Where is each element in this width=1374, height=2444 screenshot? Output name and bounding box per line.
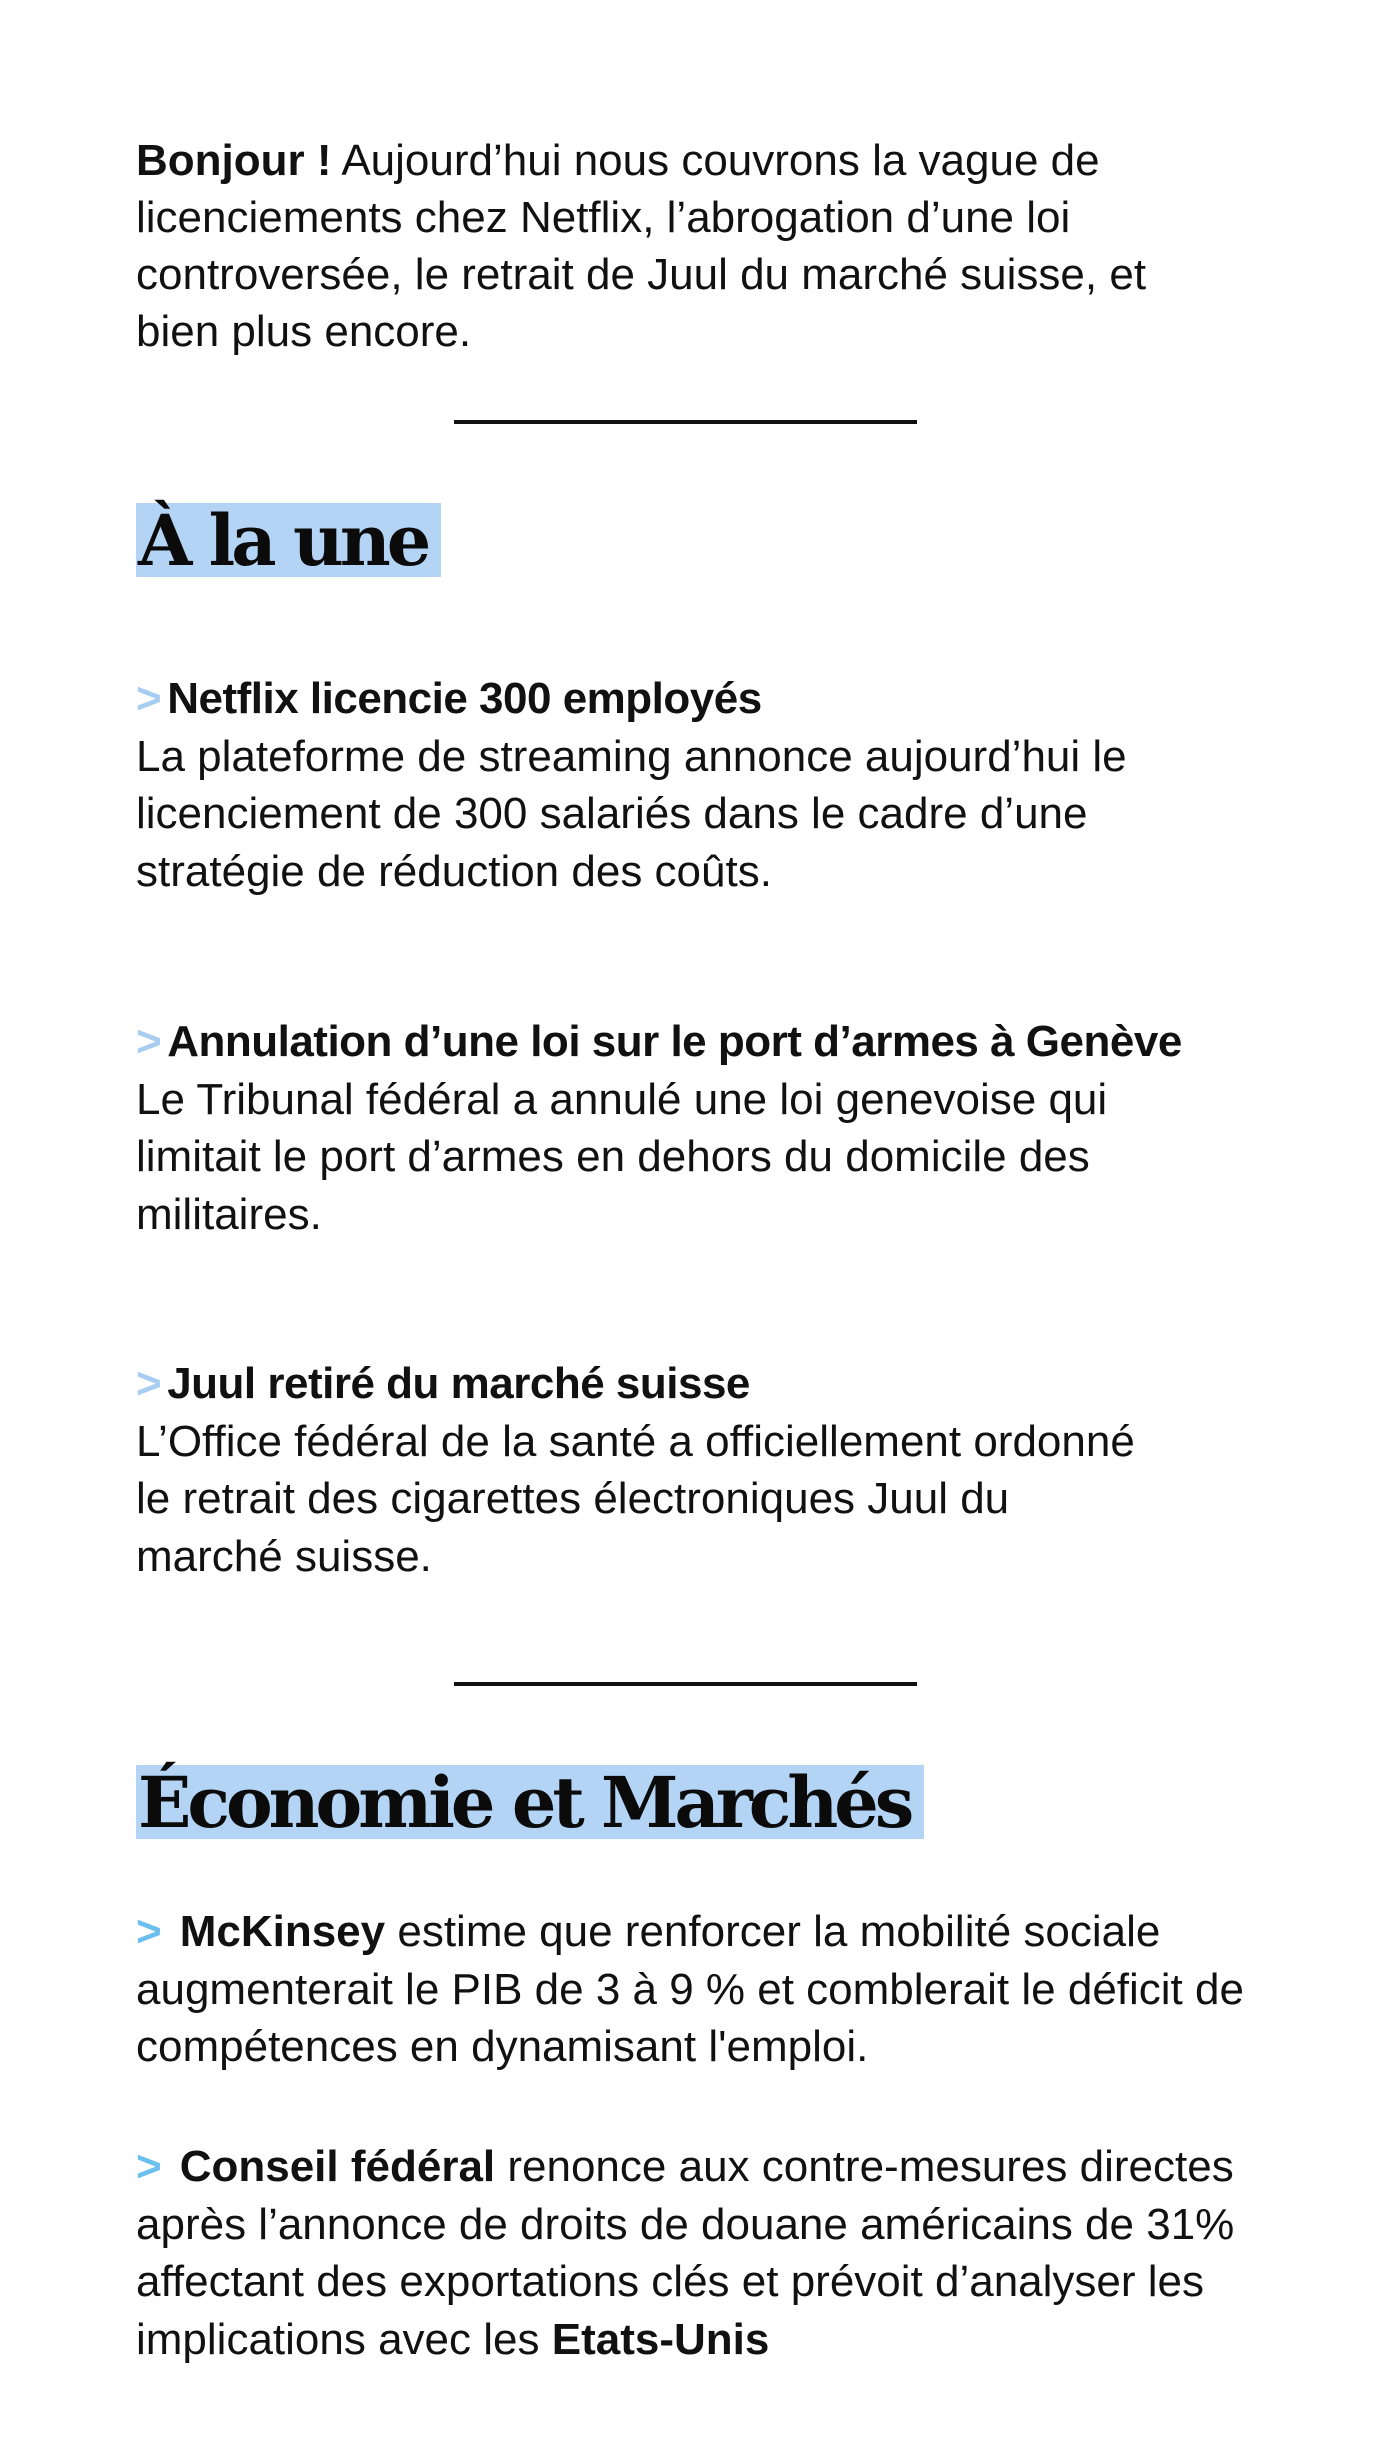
chevron-right-icon: > [136,674,162,723]
chevron-right-icon: > [136,2142,162,2191]
section-title-economy: Économie et Marchés [136,1765,924,1839]
story-item [136,1013,1316,1243]
story-headline-text: Juul retiré du marché suisse [167,1359,750,1408]
story-item [136,670,1316,900]
intro-paragraph [136,132,1196,360]
economy-item [136,2138,1336,2368]
economy-item-lead: McKinsey [179,1907,386,1956]
section-divider [454,1682,917,1686]
story-body: L’Office fédéral de la santé a officiellement ordonné le retrait des cigarettes électroniques Juul du marché suisse. [136,1416,1135,1581]
chevron-right-icon: > [136,1017,162,1066]
intro-text: Aujourd’hui nous couvrons la vague de licenciements chez Netflix, l’abrogation d’une loi controversée, le retrait de Juul du marché suisse, et bien plus encore. [136,136,1147,356]
section-divider [454,420,917,424]
story-item [136,1355,1316,1585]
chevron-right-icon: > [136,1359,162,1408]
chevron-right-icon: > [136,1907,162,1956]
story-headline [136,670,1316,728]
economy-item-text: estime que renforcer la mobilité sociale augmenterait le PIB de 3 à 9 % et comblerait le déficit de compétences en dynamisant l'emploi. [136,1907,1244,2071]
story-body: Le Tribunal fédéral a annulé une loi genevoise qui limitait le port d’armes en dehors du domicile des militaires. [136,1074,1108,1239]
story-headline [136,1013,1316,1071]
story-headline-text: Netflix licencie 300 employés [167,674,762,723]
economy-item-tail: Etats-Unis [551,2314,770,2364]
economy-item-text: renonce aux contre-mesures directes après l’annonce de droits de douane américains de 31% affectant des exportations clés et prévoit d’analyser les implications avec les [136,2142,1235,2364]
economy-item-lead: Conseil fédéral [179,2142,496,2191]
story-headline [136,1355,1316,1413]
intro-greeting: Bonjour ! [136,136,332,185]
section-title-top: À la une [136,503,441,577]
economy-item [136,1903,1336,2076]
story-headline-text: Annulation d’une loi sur le port d’armes à Genève [167,1017,1182,1066]
story-body: La plateforme de streaming annonce aujourd’hui le licenciement de 300 salariés dans le cadre d’une stratégie de réduction des coûts. [136,731,1127,896]
